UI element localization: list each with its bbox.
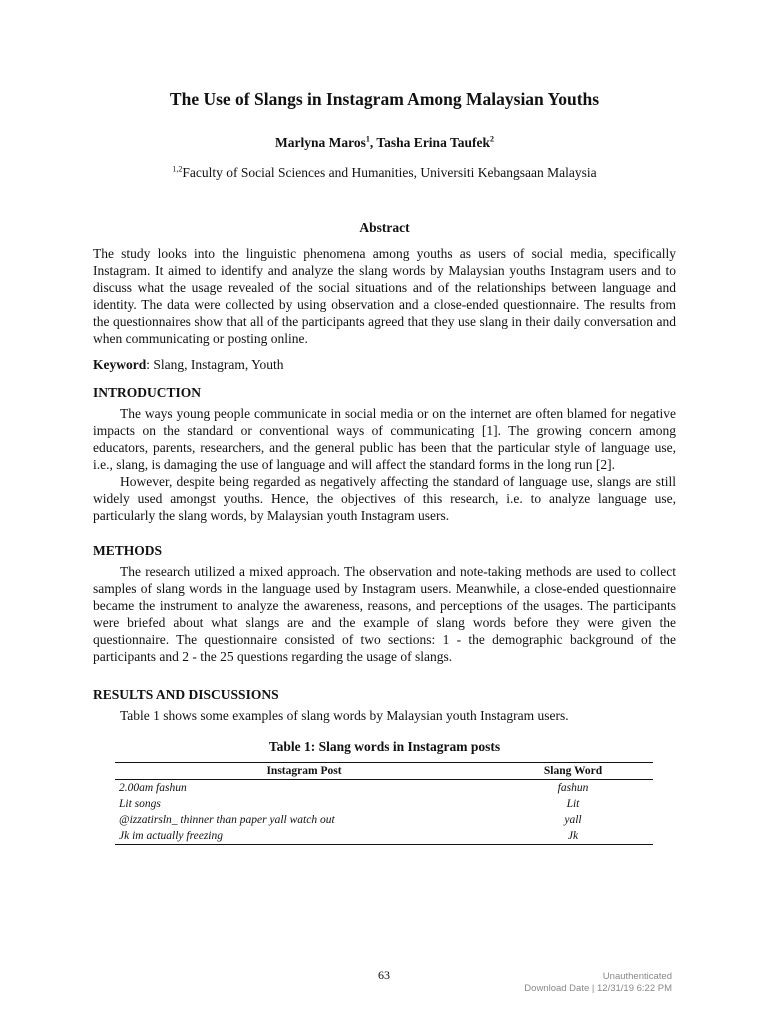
author-line	[93, 134, 676, 152]
affiliation	[93, 164, 676, 182]
author-name: Marlyna Maros	[275, 135, 366, 150]
slang-table	[115, 762, 653, 845]
table-cell-post: Jk im actually freezing	[115, 828, 493, 845]
download-watermark	[524, 971, 672, 995]
author-superscript: 1	[365, 134, 370, 144]
table-row	[115, 812, 653, 828]
paragraph: Table 1 shows some examples of slang words by Malaysian youth Instagram users.	[120, 708, 569, 723]
paper-page	[93, 86, 676, 845]
paper-title: The Use of Slangs in Instagram Among Malaysian Youths	[169, 89, 600, 109]
affiliation-superscript: 1,2	[172, 164, 183, 174]
column-header-slang: Slang Word	[493, 763, 653, 780]
table-header-row	[115, 763, 653, 780]
author-superscript: 2	[489, 134, 494, 144]
table-cell-post: Lit songs	[119, 798, 161, 810]
table-row	[115, 796, 653, 812]
table-caption: Table 1: Slang words in Instagram posts	[268, 739, 501, 754]
section-heading-introduction: INTRODUCTION	[93, 385, 202, 400]
watermark-line: Download Date | 12/31/19 6:22 PM	[524, 983, 672, 994]
abstract-heading: Abstract	[359, 220, 410, 235]
table-cell-slang: Lit	[566, 798, 580, 810]
table-cell-slang: Jk	[493, 828, 653, 845]
table-row	[115, 780, 653, 797]
paragraph: The research utilized a mixed approach. The observation and note-taking methods are used to collect samples of slang words in the language used by Instagram users. Meanwhile, a close-ended questionnaire became the instrument to analyze the awareness, reasons, and perceptions of the usages. The participants were briefed about what slangs are and the example of slang words before they were given the questionnaire. The questionnaire consisted of two sections: 1 - the demographic background of the participants and 2 - the 25 questions regarding the usage of slangs.	[93, 564, 676, 664]
page-number: 63	[378, 968, 390, 982]
keywords-label: Keyword	[93, 357, 147, 372]
table-cell-post: @izzatirsln_ thinner than paper yall watch out	[119, 814, 335, 826]
paragraph: The ways young people communicate in social media or on the internet are often blamed for negative impacts on the standard or conventional ways of communicating [1]. The growing concern among educators, parents, researchers, and the general public has been that the particular style of language use, i.e., slang, is damaging the use of language and will affect the standard forms in the long run [2].	[93, 406, 676, 472]
table-cell-slang: fashun	[557, 782, 589, 794]
paragraph: However, despite being regarded as negatively affecting the standard of language use, slangs are still widely used amongst youths. Hence, the objectives of this research, i.e. to analyze language use, particularly the slang words, by Malaysian youth Instagram users.	[93, 474, 676, 523]
column-header-post: Instagram Post	[115, 763, 493, 780]
table-cell-post: 2.00am fashun	[119, 782, 187, 794]
section-heading-results: RESULTS AND DISCUSSIONS	[93, 687, 279, 702]
keywords	[93, 356, 676, 373]
author-name: Tasha Erina Taufek	[376, 135, 490, 150]
watermark-line: Unauthenticated	[602, 971, 672, 982]
table-row	[115, 828, 653, 845]
affiliation-text: Faculty of Social Sciences and Humanities, Universiti Kebangsaan Malaysia	[182, 165, 597, 180]
section-heading-methods: METHODS	[93, 543, 163, 558]
keywords-list: : Slang, Instagram, Youth	[146, 357, 284, 372]
author-separator: ,	[369, 135, 377, 150]
table-cell-slang: yall	[564, 814, 582, 826]
abstract-text: The study looks into the linguistic phenomena among youths as users of social media, specifically Instagram. It aimed to identify and analyze the slang words by Malaysian youths Instagram users and to discuss what the usage revealed of the social situations and of the relationships between language and identity. The data were collected by using observation and a close-ended questionnaire. The results from the questionnaires show that all of the participants agreed that they use slang in their daily conversation and when communicating or posting online.	[93, 246, 676, 346]
